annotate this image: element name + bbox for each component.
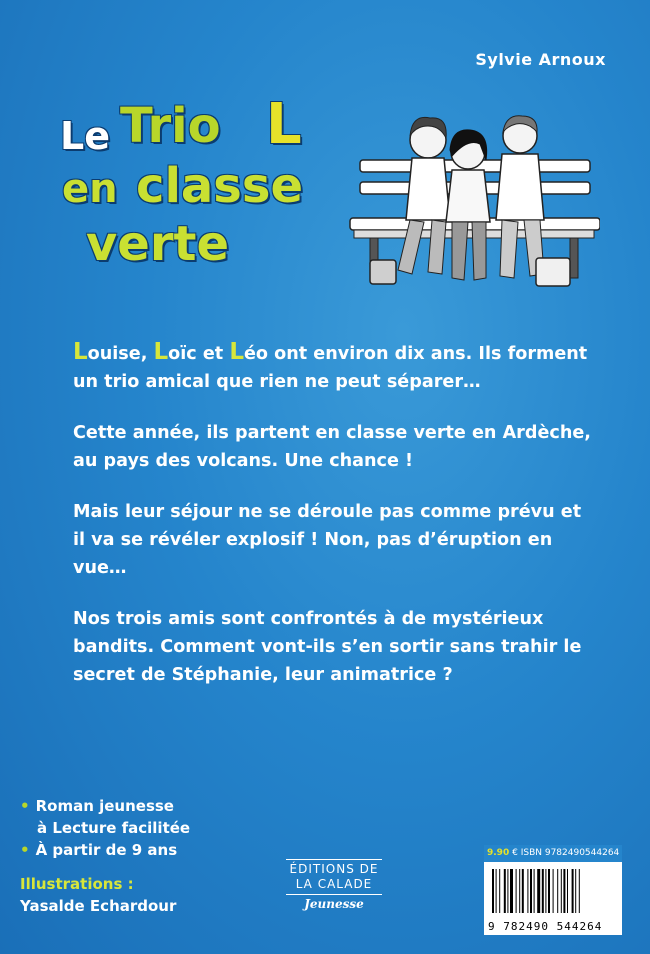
barcode-bar: [553, 869, 554, 913]
title-word-en: en: [62, 166, 118, 212]
illustrations-label: Illustrations :: [20, 875, 134, 893]
blurb-text: éo ont environ dix ans. Ils forment un trio amical que rien ne peut séparer…: [73, 344, 588, 392]
children-on-bench-illustration: [340, 100, 600, 300]
barcode-bar: [504, 869, 506, 913]
barcode-bar: [561, 869, 562, 913]
blurb-paragraph-4: Nos trois amis sont confrontés à de mystérieux bandits. Comment vont-ils s’en sortir sans trahir le secret de Stéphanie, leur animatrice ?: [73, 609, 582, 685]
blurb-paragraph-3: Mais leur séjour ne se déroule pas comme prévu et il va se révéler explosif ! Non, pas d’éruption en vue…: [73, 502, 582, 578]
barcode-bar: [507, 869, 508, 913]
author-name: Sylvie Arnoux: [475, 50, 606, 69]
barcode-bar: [548, 869, 550, 913]
barcode-bar: [510, 869, 513, 913]
title-word-verte: verte: [86, 216, 230, 272]
barcode-bar: [563, 869, 565, 913]
title-letter-l: L: [266, 92, 302, 157]
barcode-bar: [557, 869, 558, 913]
feature-list: [20, 795, 190, 861]
isbn-label: ISBN 9782490544264: [520, 848, 620, 858]
title-word-trio: Trio: [120, 98, 221, 154]
divider: [286, 894, 382, 895]
barcode-bar: [527, 869, 528, 913]
publisher-line-2: LA CALADE: [295, 877, 373, 891]
bullet-icon: •: [20, 841, 30, 859]
illustrator-name: Yasalde Echardour: [20, 897, 177, 915]
publisher-logo: [282, 857, 386, 912]
feature-item: [20, 839, 190, 861]
barcode-bar: [499, 869, 500, 913]
barcode-bar: [575, 869, 576, 913]
barcode-bar: [530, 869, 532, 913]
barcode-bar: [516, 869, 517, 913]
barcode-bar: [496, 869, 497, 913]
price-value: 9.90: [487, 848, 510, 858]
publisher-line-1: ÉDITIONS DE: [289, 862, 379, 876]
blurb-text: oïc et: [168, 344, 230, 364]
barcode-bar: [567, 869, 568, 913]
barcode-bar: [579, 869, 580, 913]
feature-item-continuation: à Lecture facilitée: [37, 819, 191, 837]
barcode-bar: [492, 869, 494, 913]
publisher-imprint: Jeunesse: [304, 897, 364, 911]
feature-item: [20, 795, 190, 817]
barcode-bars: [490, 869, 616, 913]
title-word-le: Le: [60, 114, 110, 158]
drop-letter-leo: L: [229, 339, 244, 365]
feature-text: Roman jeunesse: [35, 797, 174, 815]
barcode-bar: [522, 869, 524, 913]
barcode-bar: [519, 869, 520, 913]
blurb-paragraph-1: [73, 338, 593, 396]
blurb-paragraph-2: Cette année, ils partent en classe verte en Ardèche, au pays des volcans. Une chance !: [73, 423, 591, 471]
feature-text: À partir de 9 ans: [35, 841, 178, 859]
barcode-bar: [572, 869, 574, 913]
barcode-digits: 9 782490 544264: [488, 920, 603, 933]
barcode-bar: [542, 869, 544, 913]
barcode-bar: [537, 869, 540, 913]
title-word-classe: classe: [136, 158, 303, 214]
blurb-text: ouise,: [87, 344, 154, 364]
back-cover-blurb: [73, 338, 593, 712]
bullet-icon: •: [20, 797, 30, 815]
barcode-bar: [534, 869, 535, 913]
drop-letter-loic: L: [153, 339, 169, 365]
barcode-bar: [545, 869, 546, 913]
barcode-panel: [484, 845, 622, 935]
price-isbn-bar: [484, 845, 622, 862]
divider: [286, 859, 382, 860]
drop-letter-louise: L: [73, 339, 88, 365]
price-currency: €: [512, 848, 518, 858]
